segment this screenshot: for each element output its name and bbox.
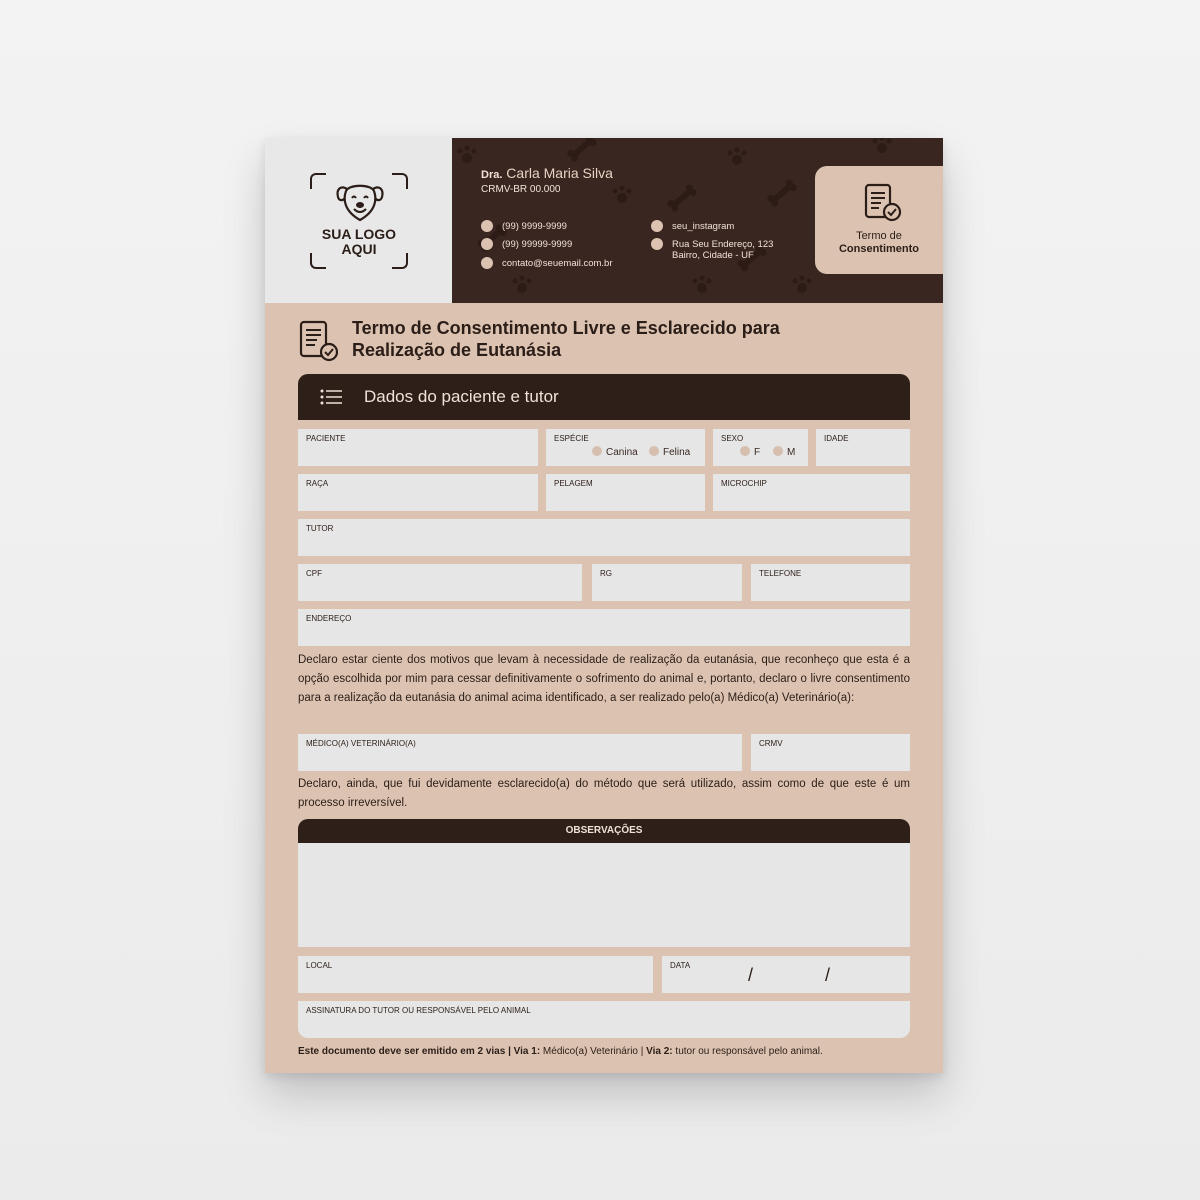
page-title: Termo de Consentimento Livre e Esclarecido para Realização de Eutanásia xyxy=(352,318,780,360)
whatsapp-icon xyxy=(481,238,493,250)
field-rg[interactable] xyxy=(592,564,742,601)
radio-m[interactable]: M xyxy=(773,446,795,458)
field-crmv[interactable] xyxy=(751,734,910,771)
field-label: CPF xyxy=(306,569,322,578)
logo-area xyxy=(265,138,452,303)
field-data[interactable] xyxy=(662,956,910,993)
badge-label: Termo de Consentimento xyxy=(838,230,920,255)
field-pelagem[interactable] xyxy=(546,474,705,511)
radio-circle-icon xyxy=(773,446,783,456)
date-separator: / xyxy=(748,965,754,985)
field-cpf[interactable] xyxy=(298,564,582,601)
field-label: IDADE xyxy=(824,434,849,443)
field-label: SEXO xyxy=(721,434,744,443)
field-assinatura[interactable] xyxy=(298,1001,910,1038)
field-telefone[interactable] xyxy=(751,564,910,601)
radio-felina[interactable]: Felina xyxy=(649,446,690,458)
instagram-icon xyxy=(651,220,663,232)
field-paciente[interactable] xyxy=(298,429,538,466)
consent-paragraph-2: Declaro, ainda, que fui devidamente esclarecido(a) do método que será utilizado, assim como de que este é um processo irreversível. xyxy=(298,778,910,809)
field-label: TUTOR xyxy=(306,524,334,533)
field-label: TELEFONE xyxy=(759,569,802,578)
field-label: RG xyxy=(600,569,612,578)
radio-circle-icon xyxy=(649,446,659,456)
field-raca[interactable] xyxy=(298,474,538,511)
section-title: Dados do paciente e tutor xyxy=(364,387,559,406)
field-medico-veterinario[interactable] xyxy=(298,734,742,771)
field-label: ENDEREÇO xyxy=(306,614,352,623)
field-label: ESPÉCIE xyxy=(554,434,589,443)
field-local[interactable] xyxy=(298,956,653,993)
logo-text: SUA LOGO AQUI xyxy=(321,226,397,257)
list-icon xyxy=(320,389,342,405)
date-separator: / xyxy=(825,965,831,985)
field-label: CRMV xyxy=(759,739,783,748)
doctor-crmv: CRMV-BR 00.000 xyxy=(481,184,561,195)
field-label: PELAGEM xyxy=(554,479,593,488)
radio-f[interactable]: F xyxy=(740,446,760,458)
section-header xyxy=(298,374,910,420)
location-pin-icon xyxy=(651,238,663,250)
radio-circle-icon xyxy=(740,446,750,456)
radio-circle-icon xyxy=(592,446,602,456)
consent-badge xyxy=(815,166,943,274)
document-check-icon xyxy=(862,182,904,224)
observacoes-textarea[interactable] xyxy=(298,843,910,947)
field-endereco[interactable] xyxy=(298,609,910,646)
field-label: PACIENTE xyxy=(306,434,346,443)
field-especie xyxy=(546,429,705,466)
field-label: RAÇA xyxy=(306,479,329,488)
email-icon xyxy=(481,257,493,269)
radio-canina[interactable]: Canina xyxy=(592,446,638,458)
field-label: LOCAL xyxy=(306,961,333,970)
consent-paragraph-1: Declaro estar ciente dos motivos que levam à necessidade de realização da eutanásia, que reconheço que esta é a opção escolhida por mim para cessar definitivamente o sofrimento do animal e, portanto, declaro o livre consentimento para a realização da eutanásia do animal acima identificado, a ser realizado pelo(a) Médico(a) Veterinário(a): xyxy=(298,654,910,704)
field-idade[interactable] xyxy=(816,429,910,466)
phone-icon xyxy=(481,220,493,232)
field-label: MÉDICO(A) VETERINÁRIO(A) xyxy=(306,739,416,748)
dog-icon xyxy=(335,181,385,223)
field-label: MICROCHIP xyxy=(721,479,767,488)
observacoes-header: OBSERVAÇÕES xyxy=(298,819,910,843)
header-banner: Dra. Carla Maria Silva CRMV-BR 00.000 (99) 9999-9999 (99) 99999-9999 contato@seuemail.com.br seu_instagram Rua Seu Endereço, 123 Bairro, Cidade - UF Termo de Consentimento xyxy=(452,138,943,303)
document-check-icon xyxy=(298,320,340,362)
field-label: ASSINATURA DO TUTOR OU RESPONSÁVEL PELO ANIMAL xyxy=(306,1006,531,1015)
footer-note: Este documento deve ser emitido em 2 vias | Via 1: Médico(a) Veterinário | Via 2: tutor ou responsável pelo animal. xyxy=(298,1046,823,1057)
consent-form-sheet xyxy=(265,138,943,1073)
field-sexo xyxy=(713,429,808,466)
field-label: DATA xyxy=(670,961,691,970)
doctor-name: Dra. Carla Maria Silva xyxy=(481,165,613,181)
field-tutor[interactable] xyxy=(298,519,910,556)
logo-placeholder xyxy=(310,173,408,269)
field-microchip[interactable] xyxy=(713,474,910,511)
